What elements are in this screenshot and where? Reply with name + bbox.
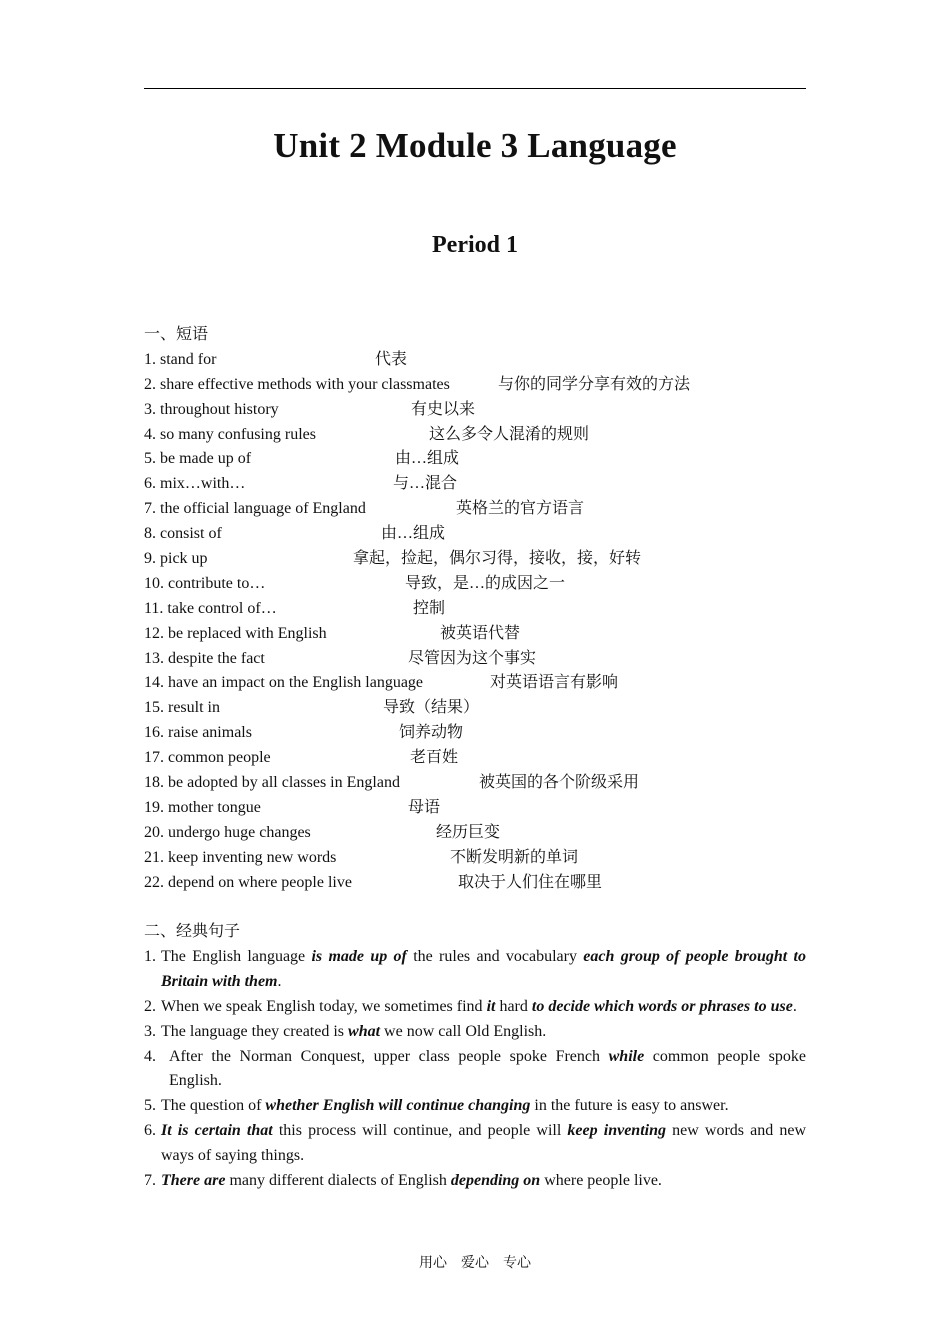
phrase-english: 10. contribute to… xyxy=(144,574,266,592)
phrase-row xyxy=(144,597,806,622)
sentence-number: 4. xyxy=(144,1047,156,1065)
sentence-text: in the future is easy to answer. xyxy=(530,1097,729,1115)
phrase-chinese: 英格兰的官方语言 xyxy=(456,500,585,518)
sentence-list xyxy=(144,945,806,1194)
period-subtitle: Period 1 xyxy=(432,232,518,258)
key-phrase: to decide which words or phrases to use xyxy=(531,997,793,1015)
document-title: Unit 2 Module 3 Language xyxy=(273,126,677,165)
phrase-row xyxy=(144,572,806,597)
phrase-chinese: 代表 xyxy=(375,350,408,368)
key-phrase: each group of people brought to Britain with them xyxy=(161,947,807,990)
phrase-chinese: 老百姓 xyxy=(410,749,459,767)
phrase-list xyxy=(144,348,806,896)
phrase-row xyxy=(144,721,806,746)
key-phrase: There are xyxy=(161,1172,226,1190)
phrase-row xyxy=(144,746,806,771)
phrase-chinese: 导致（结果） xyxy=(383,699,480,717)
phrase-row xyxy=(144,796,806,821)
phrase-chinese: 与你的同学分享有效的方法 xyxy=(498,375,691,393)
phrase-chinese: 不断发明新的单词 xyxy=(450,848,579,866)
phrase-chinese: 由…组成 xyxy=(395,450,460,468)
phrase-chinese: 这么多令人混淆的规则 xyxy=(429,425,590,443)
phrases-heading: 一、短语 xyxy=(144,326,209,343)
sentence-text: we now call Old English. xyxy=(380,1022,547,1040)
sentence-text: The English language xyxy=(161,947,312,965)
phrase-english: 16. raise animals xyxy=(144,724,252,742)
phrase-english: 2. share effective methods with your classmates xyxy=(144,375,450,393)
header-rule xyxy=(144,88,806,89)
key-phrase: depending on xyxy=(450,1172,541,1190)
key-phrase: is made up of xyxy=(311,947,407,965)
phrase-row xyxy=(144,547,806,572)
key-phrase: whether English will continue changing xyxy=(265,1097,531,1115)
phrase-row xyxy=(144,398,806,423)
phrase-chinese: 被英国的各个阶级采用 xyxy=(479,774,640,792)
phrase-english: 1. stand for xyxy=(144,350,217,368)
sentence-text: . xyxy=(277,972,282,990)
sentence-text: this process will continue, and people will xyxy=(272,1122,568,1140)
phrase-english: 9. pick up xyxy=(144,550,208,568)
phrase-row xyxy=(144,348,806,373)
sentences-section xyxy=(144,920,806,1194)
phrase-row xyxy=(144,373,806,398)
key-phrase: it xyxy=(486,997,496,1015)
phrase-english: 19. mother tongue xyxy=(144,798,261,816)
phrase-chinese: 由…组成 xyxy=(381,525,446,543)
sentence-item xyxy=(144,995,806,1020)
phrase-english: 12. be replaced with English xyxy=(144,624,327,642)
sentence-text: where people live. xyxy=(540,1172,662,1190)
phrase-english: 17. common people xyxy=(144,749,271,767)
sentence-number: 1. xyxy=(144,947,156,965)
phrase-chinese: 取决于人们住在哪里 xyxy=(458,873,603,891)
phrases-section xyxy=(144,323,806,895)
phrase-english: 13. despite the fact xyxy=(144,649,265,667)
sentence-number: 5. xyxy=(144,1097,156,1115)
phrase-english: 11. take control of… xyxy=(144,599,277,617)
phrase-chinese: 控制 xyxy=(413,599,446,617)
sentence-item xyxy=(144,1119,806,1169)
phrase-chinese: 与…混合 xyxy=(393,475,458,493)
phrase-english: 5. be made up of xyxy=(144,450,252,468)
phrase-english: 4. so many confusing rules xyxy=(144,425,316,443)
phrase-chinese: 母语 xyxy=(408,798,441,816)
phrase-chinese: 饲养动物 xyxy=(399,724,464,742)
phrase-english: 6. mix…with… xyxy=(144,475,246,493)
page-footer: 用心 爱心 专心 xyxy=(419,1256,531,1271)
sentence-item xyxy=(144,945,806,995)
phrase-english: 14. have an impact on the English language xyxy=(144,674,424,692)
phrase-row xyxy=(144,472,806,497)
sentence-number: 2. xyxy=(144,997,156,1015)
sentence-text: new words and new ways of saying things. xyxy=(161,1122,806,1165)
phrase-chinese: 对英语语言有影响 xyxy=(490,674,619,692)
phrase-row xyxy=(144,696,806,721)
sentences-heading: 二、经典句子 xyxy=(144,923,241,940)
key-phrase: It is certain that xyxy=(161,1122,273,1140)
sentence-number: 7. xyxy=(144,1172,156,1190)
sentence-text: The question of xyxy=(161,1097,266,1115)
sentence-text: When we speak English today, we sometimes find xyxy=(161,997,487,1015)
phrase-row xyxy=(144,522,806,547)
phrase-english: 18. be adopted by all classes in England xyxy=(144,774,400,792)
phrase-row xyxy=(144,647,806,672)
key-phrase: keep inventing xyxy=(567,1122,666,1140)
sentence-text: After the Norman Conquest, upper class people spoke French xyxy=(169,1047,609,1065)
sentence-item xyxy=(144,1094,806,1119)
phrase-row xyxy=(144,671,806,696)
sentence-item xyxy=(144,1045,806,1095)
phrase-chinese: 经历巨变 xyxy=(436,823,501,841)
phrase-chinese: 被英语代替 xyxy=(440,624,521,642)
key-phrase: while xyxy=(608,1047,645,1065)
sentence-number: 6. xyxy=(144,1122,156,1140)
sentence-item xyxy=(144,1169,806,1194)
sentence-text: common people spoke English. xyxy=(169,1047,806,1090)
phrase-english: 7. the official language of England xyxy=(144,500,366,518)
phrase-row xyxy=(144,622,806,647)
phrase-english: 22. depend on where people live xyxy=(144,873,352,891)
phrase-row xyxy=(144,846,806,871)
sentence-text: . xyxy=(792,997,797,1015)
key-phrase: what xyxy=(348,1022,381,1040)
phrase-row xyxy=(144,871,806,896)
sentence-item xyxy=(144,1020,806,1045)
phrase-english: 21. keep inventing new words xyxy=(144,848,337,866)
phrase-english: 3. throughout history xyxy=(144,400,279,418)
phrase-english: 15. result in xyxy=(144,699,220,717)
phrase-chinese: 有史以来 xyxy=(411,400,476,418)
phrase-row xyxy=(144,423,806,448)
sentence-text: many different dialects of English xyxy=(225,1172,451,1190)
phrase-chinese: 尽管因为这个事实 xyxy=(408,649,537,667)
sentence-text: the rules and vocabulary xyxy=(406,947,584,965)
phrase-english: 8. consist of xyxy=(144,525,222,543)
phrase-row xyxy=(144,771,806,796)
phrase-english: 20. undergo huge changes xyxy=(144,823,311,841)
phrase-row xyxy=(144,447,806,472)
phrase-row xyxy=(144,821,806,846)
sentence-number: 3. xyxy=(144,1022,156,1040)
phrase-chinese: 导致，是…的成因之一 xyxy=(405,574,566,592)
sentence-text: The language they created is xyxy=(161,1022,349,1040)
phrase-row xyxy=(144,497,806,522)
sentence-text: hard xyxy=(495,997,532,1015)
phrase-chinese: 拿起，捡起，偶尔习得，接收，接，好转 xyxy=(353,550,642,568)
